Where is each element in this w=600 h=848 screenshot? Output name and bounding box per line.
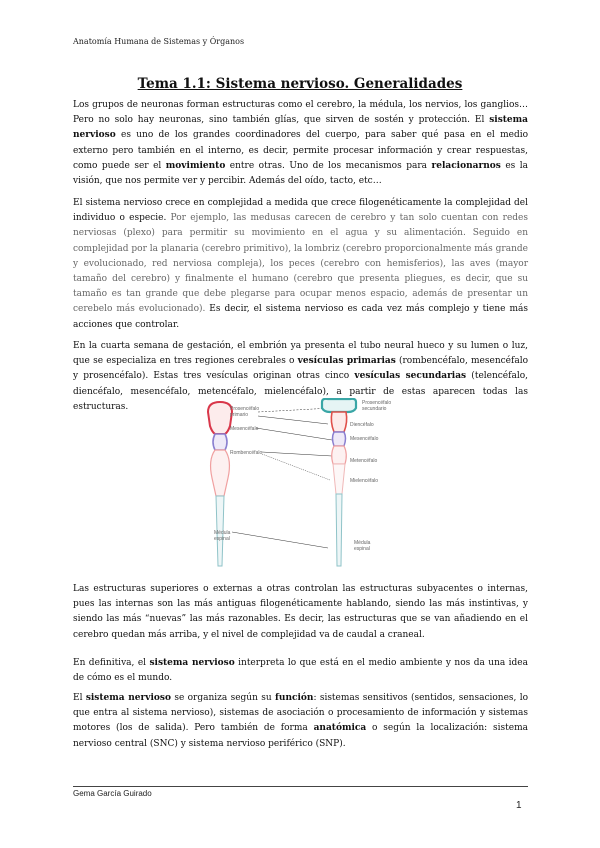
telencephalon-shape	[322, 399, 356, 412]
label-mesencephalon-right: Mesencéfalo	[350, 436, 379, 442]
myelencephalon-shape	[333, 464, 345, 494]
neural-tube-figure	[180, 398, 420, 568]
label-myelencephalon: Mielencéfalo	[350, 478, 379, 484]
page-number: 1	[516, 800, 522, 811]
paragraph-intro: Los grupos de neuronas forman estructuras como el cerebro, la médula, los nervios, los ganglios… Pero no solo hay neuronas, sino también glías, que sirven de sostén y protección. El sistema nervioso es uno de los grandes coordinadores del cuerpo, para saber qué pasa en el medio externo pero también en el interno, es decir, permite procesar información y crear respuestas, como puede ser el movimiento entre otras. Uno de los mecanismos para relacionarnos es la visión, que nos permite ver y percibir. Además del oído, tacto, etc…	[73, 100, 529, 187]
running-header: Anatomía Humana de Sistemas y Órganos	[73, 37, 245, 46]
diencephalon-shape	[331, 412, 346, 432]
label-metencephalon: Metencéfalo	[350, 458, 378, 464]
label-spinal-cord-right-2: espinal	[354, 546, 370, 552]
label-mesencephalon-left: Mesencéfalo	[230, 426, 259, 432]
footer-author: Gema García Guirado	[73, 789, 152, 798]
label-prosencephalon-secondary-2: secundario	[362, 406, 387, 412]
mesencephalon-secondary-shape	[333, 432, 346, 446]
page-title: Tema 1.1: Sistema nervioso. Generalidades	[137, 76, 463, 92]
label-prosencephalon-primary-2: primario	[230, 412, 249, 418]
label-prosencephalon-secondary-1: Prosencéfalo	[362, 400, 392, 406]
paragraph-evolution: El sistema nervioso crece en complejidad a medida que crece filogenéticamente la complejidad del individuo o especie. Por ejemplo, las medusas carecen de cerebro y tan solo cuentan con redes nerviosas (plexo) para permitir su movimiento en el agua y su alimentación. Seguido en complejidad por la planaria (cerebro primitivo), la lombriz (cerebro proporcionalmente más grande y evolucionado, red nerviosa compleja), los peces (cerebro con hemisferios), las aves (mayor tamaño del cerebro) y finalmente el humano (cerebro que presenta pliegues, es decir, que su tamaño es tan grande que debe plegarse para ocupar menos espacio, además de presentar un cerebelo más evolucionado). Es decir, el sistema nervioso es cada vez más complejo y tiene más acciones que controlar.	[73, 198, 528, 330]
paragraph-organization: El sistema nervioso se organiza según su función: sistemas sensitivos (sentidos, sensaciones, lo que entra al sistema nervioso), sistemas de asociación o procesamiento de información y sistemas motores (los de salida). Pero también de forma anatómica o según la localización: sistema nervioso central (SNC) y sistema nervioso periférico (SNP).	[73, 693, 529, 749]
label-prosencephalon-primary-1: Prosencéfalo	[230, 406, 260, 412]
mesencephalon-primary-shape	[213, 434, 227, 450]
spinal-cord-right-shape	[336, 494, 342, 566]
rhombencephalon-primary-shape	[211, 450, 230, 496]
prosencephalon-primary-shape	[208, 402, 232, 434]
footer-divider	[73, 786, 528, 787]
metencephalon-shape	[332, 446, 347, 464]
label-spinal-cord-left-1: Médula	[214, 530, 231, 536]
paragraph-hierarchy: Las estructuras superiores o externas a otras controlan las estructuras subyacentes o internas, pues las internas son las más antiguas filogenéticamente hablando, siendo las más instintivas, y siendo las más “nuevas” las más razonables. Es decir, las estructuras que se van añadiendo en el cerebro quedan más arriba, y el nivel de complejidad va de caudal a craneal.	[73, 584, 528, 640]
label-rhombencephalon: Rombencéfalo	[230, 450, 263, 456]
label-diencephalon: Diencéfalo	[350, 422, 374, 428]
paragraph-vesicles: En la cuarta semana de gestación, el embrión ya presenta el tubo neural hueco y su lumen o luz, que se especializa en tres regiones cerebrales o vesículas primarias (rombencéfalo, mesencéfalo y prosencéfalo). Estas tres vesículas originan otras cinco vesículas secundarias (telencéfalo, diencéfalo, mesencéfalo, metencéfalo, mielencéfalo), a partir de estas aparecen todas las estructuras.	[73, 341, 528, 412]
paragraph-conclusion: En definitiva, el sistema nervioso interpreta lo que está en el medio ambiente y nos da una idea de cómo es el mundo.	[73, 658, 528, 684]
label-spinal-cord-left-2: espinal	[214, 536, 230, 542]
label-spinal-cord-right-1: Médula	[354, 540, 371, 546]
